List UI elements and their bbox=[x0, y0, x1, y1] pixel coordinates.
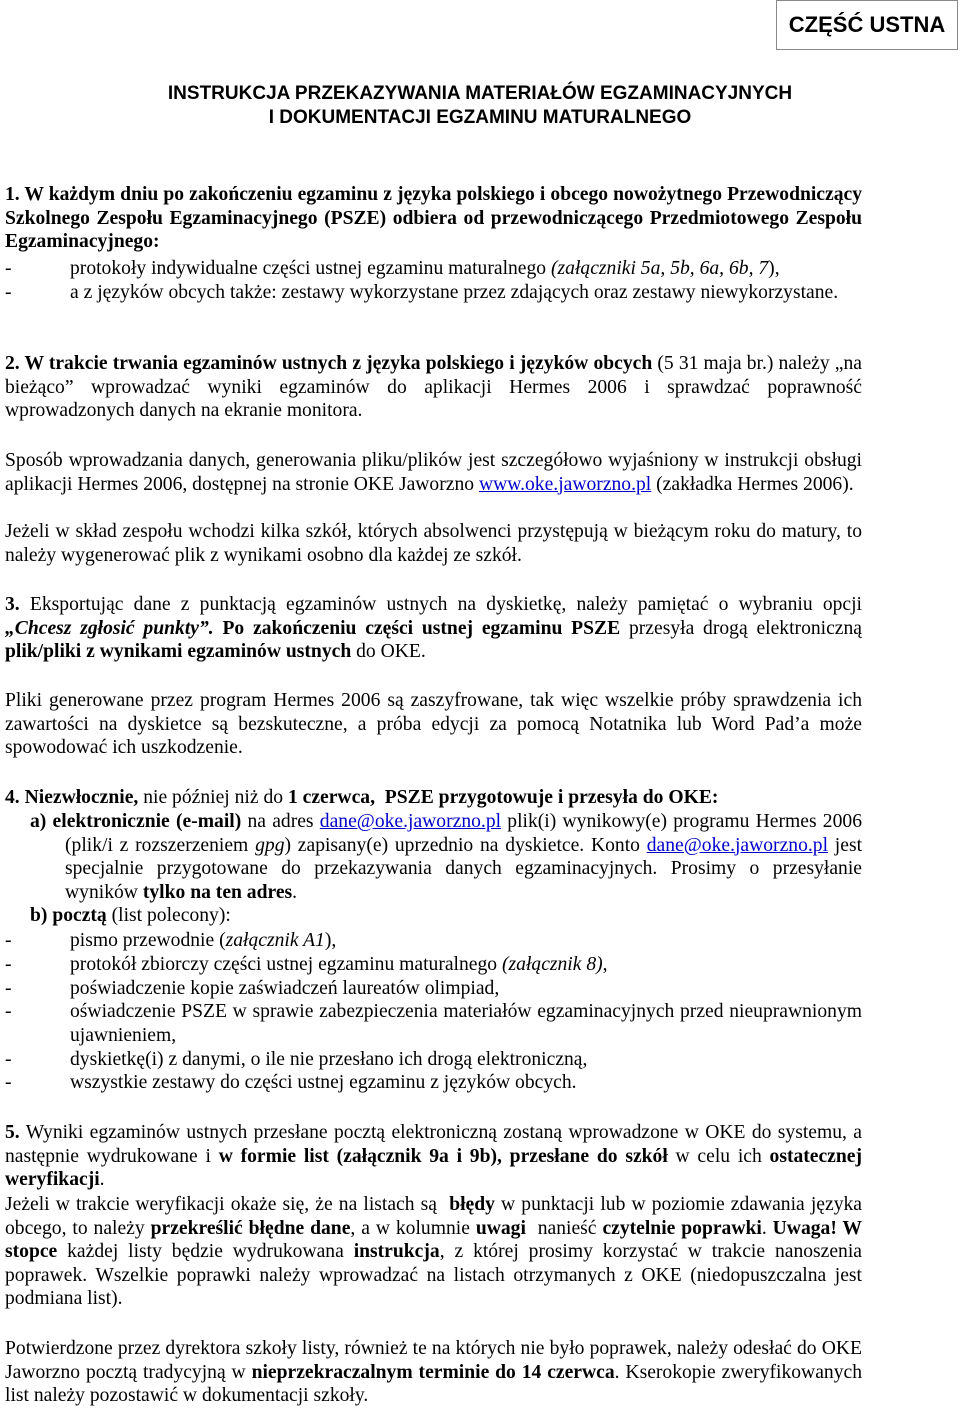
section-2-paragraph-3: Jeżeli w skład zespołu wchodzi kilka szkół, których absolwenci przystępują w bieżącym roku do matury, to należy wygenerować plik z wynikami osobno dla każdej ze szkół. bbox=[5, 521, 862, 566]
list-item: - dyskietkę(i) z danymi, o ile nie przesłano ich drogą elektroniczną, bbox=[5, 1049, 588, 1070]
section-5-paragraph-2: Jeżeli w trakcie weryfikacji okaże się, że na listach są błędy w punktacji lub w poziomie zdawania języka obcego, to należy przekreślić błędne dane, a w kolumnie uwagi nanieść czytelnie poprawki. Uwaga! W stopce każdej listy będzie wydrukowana instrukcja, z której prosimy korzystać w trakcie nanoszenia poprawek. Wszelkie poprawki należy wprowadzać na listach otrzymanych z OKE (niedopuszczalna jest podmiana list). bbox=[5, 1194, 863, 1310]
section-4-item-a: a) elektronicznie (e-mail) na adres dane@oke.jaworzno.pl plik(i) wynikowy(e) programu Hermes 2006 (plik/i z rozszerzeniem gpg) zapisany(e) uprzednio na dyskietce. Konto dane@oke.jaworzno.pl jest specjalnie przygotowane do przekazywania danych egzaminacyjnych. Prosimy o przesyłanie wyników tylko na ten adres. bbox=[30, 811, 863, 903]
list-item: - oświadczenie PSZE w sprawie zabezpieczenia materiałów egzaminacyjnych przed nieuprawnionym ujawnieniem, bbox=[5, 1001, 862, 1046]
title-line-2: I DOKUMENTACJI EGZAMINU MATURALNEGO bbox=[268, 107, 692, 128]
section-5: 5. Wyniki egzaminów ustnych przesłane pocztą elektroniczną zostaną wprowadzone w OKE do systemu, a następnie wydrukowane i w formie list (załącznik 9a i 9b), przesłane do szkół w celu ich ostatecznej weryfikacji. bbox=[5, 1122, 862, 1191]
section-3-paragraph-2: Pliki generowane przez program Hermes 2006 są zaszyfrowane, tak więc wszelkie próby sprawdzenia ich zawartości na dyskietce są bezskuteczne, a próba edycji za pomocą Notatnika lub Word Pad’a może spowodować ich uszkodzenie. bbox=[5, 690, 862, 759]
section-tag-label: CZĘŚĆ USTNA bbox=[788, 12, 946, 38]
section-1-item-1: - protokoły indywidualne części ustnej egzaminu maturalnego (załączniki 5a, 5b, 6a, 6b, 7), bbox=[5, 258, 780, 279]
document-title bbox=[0, 82, 960, 130]
list-item: - protokół zbiorczy części ustnej egzaminu maturalnego (załącznik 8), bbox=[5, 954, 608, 975]
section-4-item-b: b) pocztą (list polecony): bbox=[30, 905, 231, 926]
title-line-1: INSTRUKCJA PRZEKAZYWANIA MATERIAŁÓW EGZAMINACYJNYCH bbox=[167, 83, 793, 104]
list-item: - poświadczenie kopie zaświadczeń laureatów olimpiad, bbox=[5, 978, 500, 999]
section-tag bbox=[776, 0, 958, 50]
email-link-2[interactable]: dane@oke.jaworzno.pl bbox=[646, 834, 829, 856]
section-2-paragraph-2: Sposób wprowadzania danych, generowania pliku/plików jest szczegółowo wyjaśniony w instrukcji obsługi aplikacji Hermes 2006, dostępnej na stronie OKE Jaworzno www.oke.jaworzno.pl (zakładka Hermes 2006). bbox=[5, 450, 862, 495]
section-3: 3. Eksportując dane z punktacją egzaminów ustnych na dyskietkę, należy pamiętać o wybraniu opcji „Chcesz zgłosić punkty”. Po zakończeniu części ustnej egzaminu PSZE przesyła drogą elektroniczną plik/pliki z wynikami egzaminów ustnych do OKE. bbox=[5, 594, 862, 663]
section-1-item-2: - a z języków obcych także: zestawy wykorzystane przez zdających oraz zestawy niewykorzystane. bbox=[5, 282, 839, 303]
list-item: - wszystkie zestawy do części ustnej egzaminu z języków obcych. bbox=[5, 1072, 577, 1093]
section-4-heading: 4. Niezwłocznie, nie później niż do 1 czerwca, PSZE przygotowuje i przesyła do OKE: bbox=[5, 787, 719, 808]
list-item: - pismo przewodnie (załącznik A1), bbox=[5, 930, 337, 951]
section-2: 2. W trakcie trwania egzaminów ustnych z języka polskiego i języków obcych (5 31 maja br.) należy „na bieżąco” wprowadzać wyniki egzaminów do aplikacji Hermes 2006 i sprawdzać poprawność wprowadzonych danych na ekranie monitora. bbox=[5, 353, 862, 422]
section-1-intro: 1. W każdym dniu po zakończeniu egzaminu z języka polskiego i obcego nowożytnego Przewodniczący Szkolnego Zespołu Egzaminacyjnego (PSZE) odbiera od przewodniczącego Przedmiotowego Zespołu Egzaminacyjnego: bbox=[5, 184, 862, 253]
section-5-paragraph-3: Potwierdzone przez dyrektora szkoły listy, również te na których nie było poprawek, należy odesłać do OKE Jaworzno pocztą tradycyjną w nieprzekraczalnym terminie do 14 czerwca. Kserokopie zweryfikowanych list należy pozostawić w dokumentacji szkoły. bbox=[5, 1338, 862, 1407]
oke-website-link[interactable]: www.oke.jaworzno.pl bbox=[478, 473, 652, 495]
email-link[interactable]: dane@oke.jaworzno.pl bbox=[319, 811, 502, 832]
